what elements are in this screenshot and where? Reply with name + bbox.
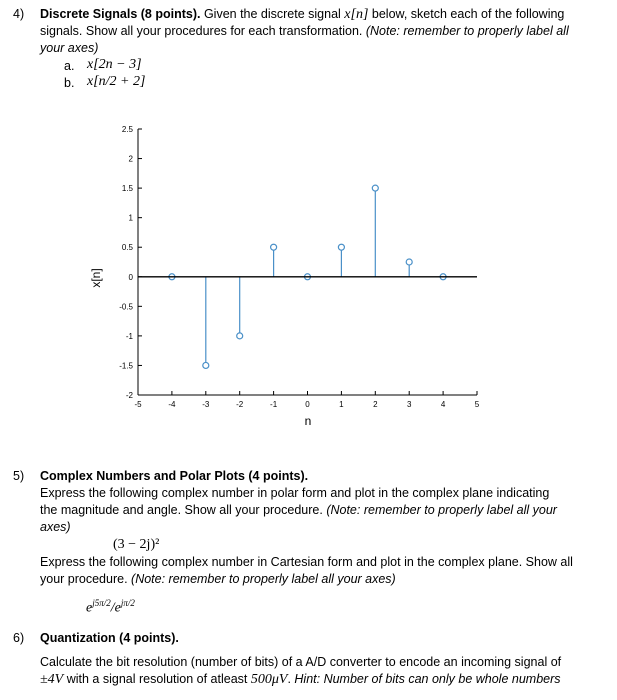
x-tick-label: -5 [134, 400, 142, 409]
q6-line2-a: with a signal resolution of atleast [63, 672, 251, 686]
q5-expr2-exp2: jπ/2 [120, 598, 135, 608]
q6-number: 6) [13, 631, 25, 645]
y-tick-label: 2 [128, 154, 133, 164]
x-tick-label: 3 [406, 400, 412, 409]
q5-expr2-base1: e [86, 600, 93, 616]
x-tick-label: -4 [168, 400, 176, 409]
y-tick-label: -1 [125, 331, 133, 341]
q4-item-a: x[2n − 3] [87, 57, 142, 72]
x-tick-label: -3 [202, 400, 210, 409]
q5-title: Complex Numbers and Polar Plots (4 points). [40, 469, 309, 483]
q4-title: Discrete Signals (8 points). [40, 7, 201, 21]
stem-marker [203, 362, 209, 368]
stem-marker [338, 244, 344, 250]
q4-line2-a: signals. Show all your procedures for each transformation. [40, 24, 366, 38]
q5-expr2-slash: / [110, 600, 115, 616]
q6-resolution: 500μV [250, 672, 288, 687]
x-tick-label: 0 [305, 400, 310, 409]
q6-range: ±4V [40, 672, 64, 687]
y-tick-label: 1.5 [121, 184, 133, 194]
q5-line5-note: (Note: remember to properly label all your axes) [131, 572, 396, 586]
q4-line1-b: below, sketch each of the following [368, 7, 565, 21]
stem-marker [372, 185, 378, 191]
q6-line1: Calculate the bit resolution (number of bits) of a A/D converter to encode an incoming signal of [40, 655, 562, 669]
x-axis-label: n [304, 414, 312, 428]
q4-line-2 [40, 23, 569, 40]
x-tick-label: 1 [339, 400, 344, 409]
q4-item-b-label: b. [64, 76, 75, 90]
q4-line3-note: your axes) [40, 41, 99, 55]
x-tick-label: -1 [270, 400, 278, 409]
q5-expression-1: (3 − 2j)² [113, 537, 160, 552]
x-tick-label: 2 [373, 400, 378, 409]
q5-expr2-exp1: j5π/2 [92, 598, 111, 608]
y-tick-label: 1 [128, 213, 133, 223]
q6-title: Quantization (4 points). [40, 631, 179, 645]
stem-marker [406, 259, 412, 265]
q4-number: 4) [13, 7, 25, 21]
q5-line-2 [40, 502, 557, 519]
stem-marker [271, 244, 277, 250]
q4-line1-a: Given the discrete signal [200, 7, 345, 21]
q5-expr2-base2: e [114, 600, 121, 616]
q4-signal: x[n] [344, 7, 369, 22]
q5-line1: Express the following complex number in polar form and plot in the complex plane indicating [40, 486, 550, 500]
q5-expression-2 [86, 598, 135, 617]
q4-item-a-label: a. [64, 59, 75, 73]
q6-hint: Hint: Number of bits can only be whole numbers [294, 672, 561, 686]
q5-line-5 [40, 571, 396, 588]
q6-line-2 [40, 671, 561, 688]
q4-line-1 [40, 6, 564, 23]
x-tick-label: -2 [236, 400, 244, 409]
stem-layer [138, 185, 477, 368]
y-axis-label: x[n] [89, 268, 103, 288]
y-tick-label: -2 [125, 391, 133, 400]
q4-line2-note: (Note: remember to properly label all [365, 24, 569, 38]
stem-plot [0, 115, 617, 445]
y-tick-label: 0.5 [121, 243, 133, 253]
y-tick-label: -0.5 [119, 302, 133, 312]
y-tick-label: 0 [128, 272, 133, 282]
axis-layer [119, 125, 480, 409]
q5-line2-note: (Note: remember to properly label all your [326, 503, 557, 517]
q5-line5: your procedure. [40, 572, 132, 586]
x-tick-label: 4 [440, 400, 446, 409]
y-tick-label: -1.5 [119, 361, 133, 371]
q5-line4: Express the following complex number in Cartesian form and plot in the complex plane. Show all [40, 555, 573, 569]
q6-line2-b: . [287, 672, 295, 686]
q4-item-b: x[n/2 + 2] [87, 74, 146, 89]
q5-line2: the magnitude and angle. Show all your procedure. [40, 503, 327, 517]
y-tick-label: 2.5 [121, 125, 133, 134]
q5-number: 5) [13, 469, 25, 483]
stem-marker [237, 333, 243, 339]
q5-line3-note: axes) [40, 520, 71, 534]
x-tick-label: 5 [474, 400, 480, 409]
